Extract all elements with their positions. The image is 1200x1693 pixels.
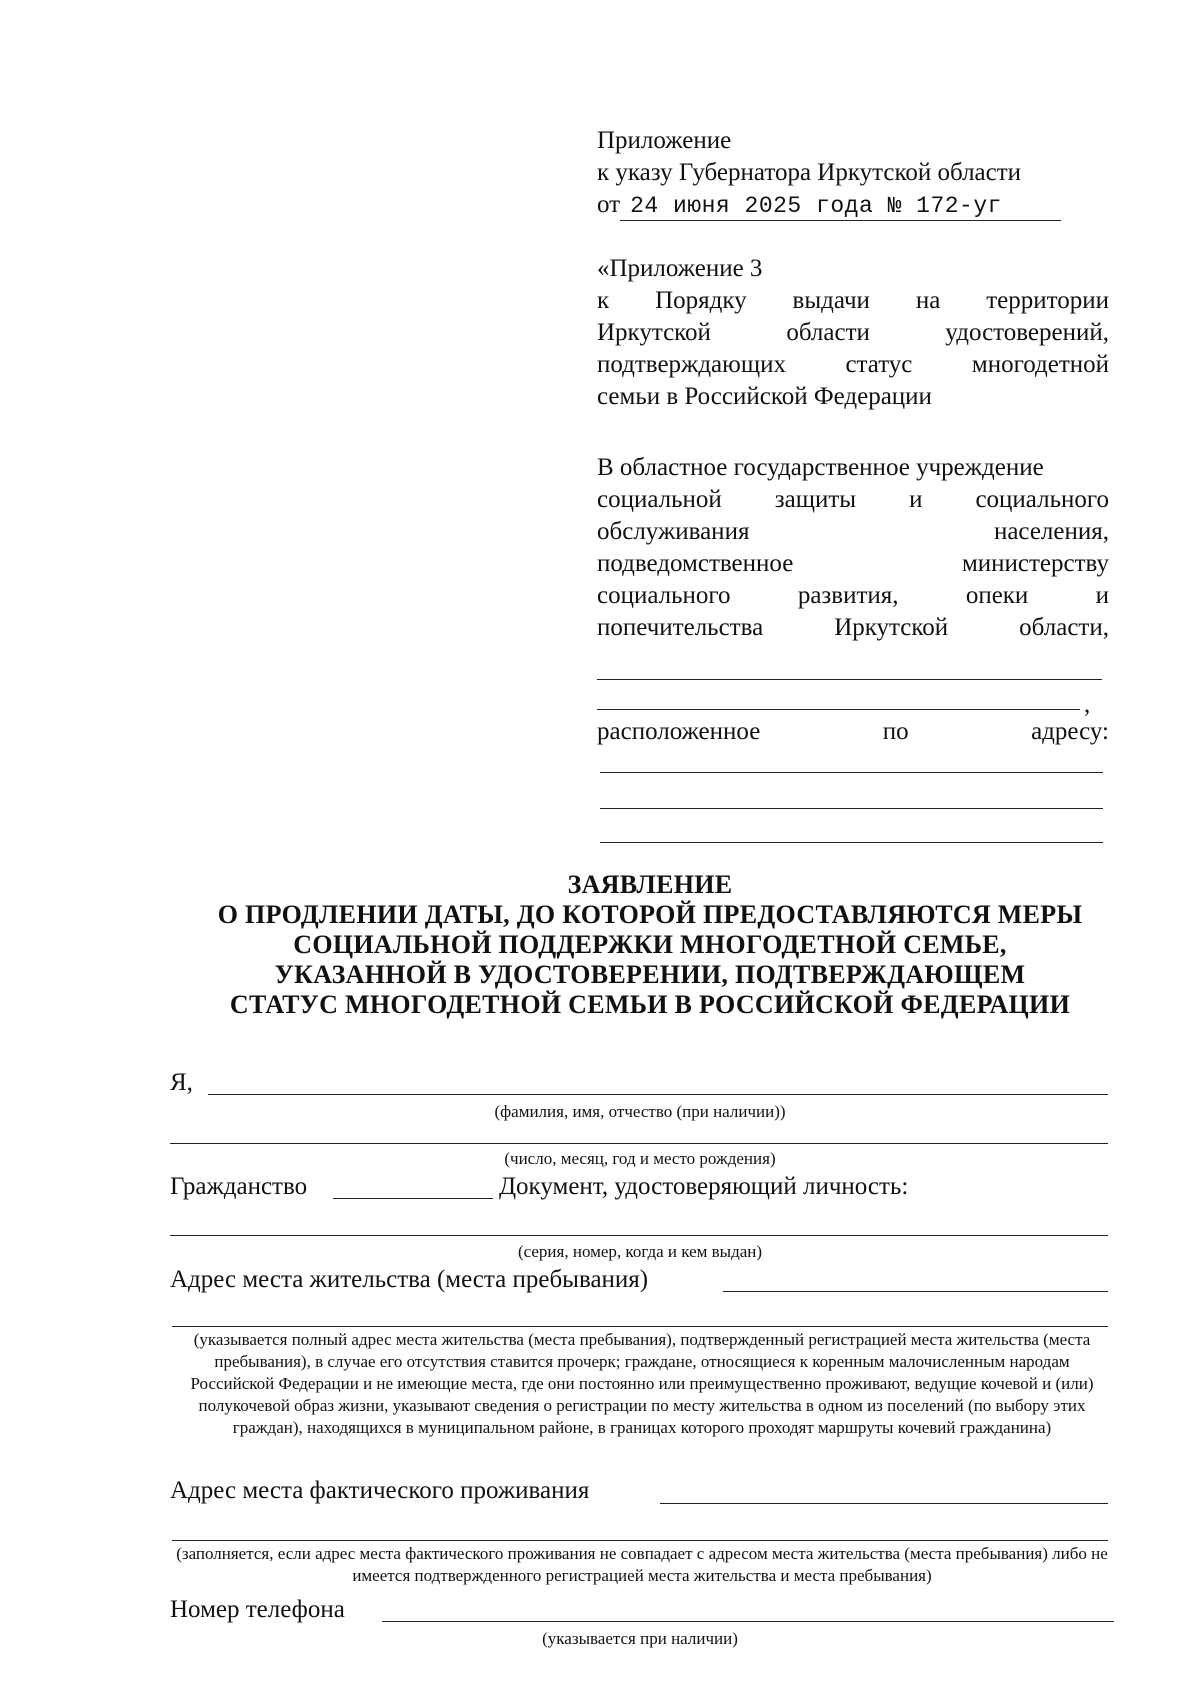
actual-address-field-2[interactable] (172, 1540, 1108, 1541)
id-document-label: Документ, удостоверяющий личность: (499, 1173, 909, 1200)
word: к (597, 287, 610, 314)
word: защиты (774, 486, 857, 513)
addressee-line1 (597, 452, 1109, 484)
citizenship-field[interactable] (333, 1198, 493, 1199)
word: социальной (597, 486, 722, 513)
word: области (786, 319, 870, 346)
institution-blank-line-1[interactable] (597, 679, 1102, 680)
appendix3-line3 (597, 317, 1109, 349)
word: обслуживания (597, 518, 750, 545)
decree-date-number: 24 июня 2025 года № 172-уг (620, 192, 1061, 221)
appendix-label: Приложение (597, 127, 732, 154)
address-blank-line-1[interactable] (600, 772, 1103, 773)
address-blank-line-2[interactable] (600, 808, 1103, 809)
phone-label: Номер телефона (170, 1596, 345, 1623)
phone-field[interactable] (382, 1621, 1114, 1622)
birth-caption: (число, месяц, год и место рождения) (504, 1149, 776, 1168)
title-line-4: УКАЗАННОЙ В УДОСТОВЕРЕНИИ, ПОДТВЕРЖДАЮЩЕМ (274, 960, 1026, 989)
from-prefix: от (597, 191, 621, 218)
word: и (1095, 582, 1109, 609)
addressee-line2 (597, 484, 1109, 516)
word: расположенное (597, 718, 761, 745)
fio-caption: (фамилия, имя, отчество (при наличии)) (494, 1102, 786, 1121)
residence-field-1[interactable] (723, 1291, 1108, 1292)
word: подтверждающих (597, 351, 786, 378)
word: на (915, 287, 941, 314)
to-decree-label: к указу Губернатора Иркутской области (597, 159, 1022, 186)
addressee-line4 (597, 548, 1109, 580)
word: попечительства (597, 614, 764, 641)
word: населения, (993, 518, 1109, 545)
addressee-text: В областное государственное учреждение (597, 454, 1044, 481)
appendix3-title: «Приложение 3 (597, 255, 763, 282)
institution-blank-line-2[interactable] (597, 709, 1080, 710)
title-line-1: ЗАЯВЛЕНИЕ (567, 870, 733, 899)
located-line (597, 716, 1109, 748)
word: развития, (797, 582, 899, 609)
title-line-5: СТАТУС МНОГОДЕТНОЙ СЕМЬИ В РОССИЙСКОЙ ФЕДЕРАЦИИ (229, 990, 1071, 1019)
i-label: Я, (170, 1069, 193, 1096)
addressee-line5 (597, 580, 1109, 612)
actual-address-label: Адрес места фактического проживания (170, 1477, 590, 1504)
word: удостоверений, (945, 319, 1109, 346)
address-blank-line-3[interactable] (600, 842, 1103, 843)
word: и (909, 486, 923, 513)
appendix3-block (597, 253, 1109, 413)
word: социального (975, 486, 1109, 513)
title-line-2: О ПРОДЛЕНИИ ДАТЫ, ДО КОТОРОЙ ПРЕДОСТАВЛЯЮТСЯ МЕРЫ (217, 900, 1083, 929)
actual-address-note: (заполняется, если адрес места фактического проживания не совпадает с адресом места жительства (места пребывания) либо не имеется подтвержденного регистрацией места жительства и места пребывания) (176, 1544, 1108, 1585)
word: опеки (965, 582, 1029, 609)
residence-field-2[interactable] (172, 1326, 1108, 1327)
word: Иркутской (597, 319, 711, 346)
passport-field[interactable] (170, 1235, 1108, 1236)
birth-field[interactable] (170, 1143, 1108, 1144)
word: социального (597, 582, 731, 609)
institution-comma: , (1084, 691, 1091, 718)
addressee-block (597, 452, 1109, 644)
located-words (597, 716, 1109, 748)
phone-caption: (указывается при наличии) (542, 1629, 738, 1648)
application-title (100, 870, 1200, 1020)
appendix3-line4 (597, 349, 1109, 381)
word: территории (986, 287, 1109, 314)
residence-note: (указывается полный адрес места жительства (места пребывания), подтвержденный регистрацией места жительства (места пребывания), в случае его отсутствия ставится прочерк; граждане, относящиеся к коренным малочисленным народам Российской Федерации и не имеющие места, где они постоянно или преимущественно проживают, ведущие кочевой и (или) полукочевой образ жизни, указывают сведения о регистрации по месту жительства в одном из поселений (по выбору этих граждан), находящихся в муниципальном районе, в границах которого проходят маршруты кочевий гражданина) (190, 1330, 1094, 1437)
word: многодетной (971, 351, 1109, 378)
appendix3-line2 (597, 285, 1109, 317)
fio-field[interactable] (208, 1094, 1108, 1095)
word: по (882, 718, 909, 745)
word: Порядку (655, 287, 747, 314)
actual-address-field-1[interactable] (660, 1503, 1108, 1504)
word: адресу: (1031, 718, 1109, 745)
word: статус (845, 351, 913, 378)
decree-date-line (597, 189, 1109, 221)
word: Иркутской (834, 614, 949, 641)
title-line-3: СОЦИАЛЬНОЙ ПОДДЕРЖКИ МНОГОДЕТНОЙ СЕМЬЕ, (293, 930, 1007, 959)
appendix3-line5: семьи в Российской Федерации (597, 383, 932, 410)
addressee-line3 (597, 516, 1109, 548)
decree-header (597, 125, 1109, 221)
citizenship-label: Гражданство (170, 1173, 308, 1200)
residence-label: Адрес места жительства (места пребывания) (170, 1266, 649, 1293)
word: подведомственное (597, 550, 794, 577)
addressee-line6 (597, 612, 1109, 644)
word: министерству (961, 550, 1109, 577)
passport-caption: (серия, номер, когда и кем выдан) (517, 1242, 763, 1261)
word: выдачи (792, 287, 870, 314)
word: области, (1019, 614, 1109, 641)
